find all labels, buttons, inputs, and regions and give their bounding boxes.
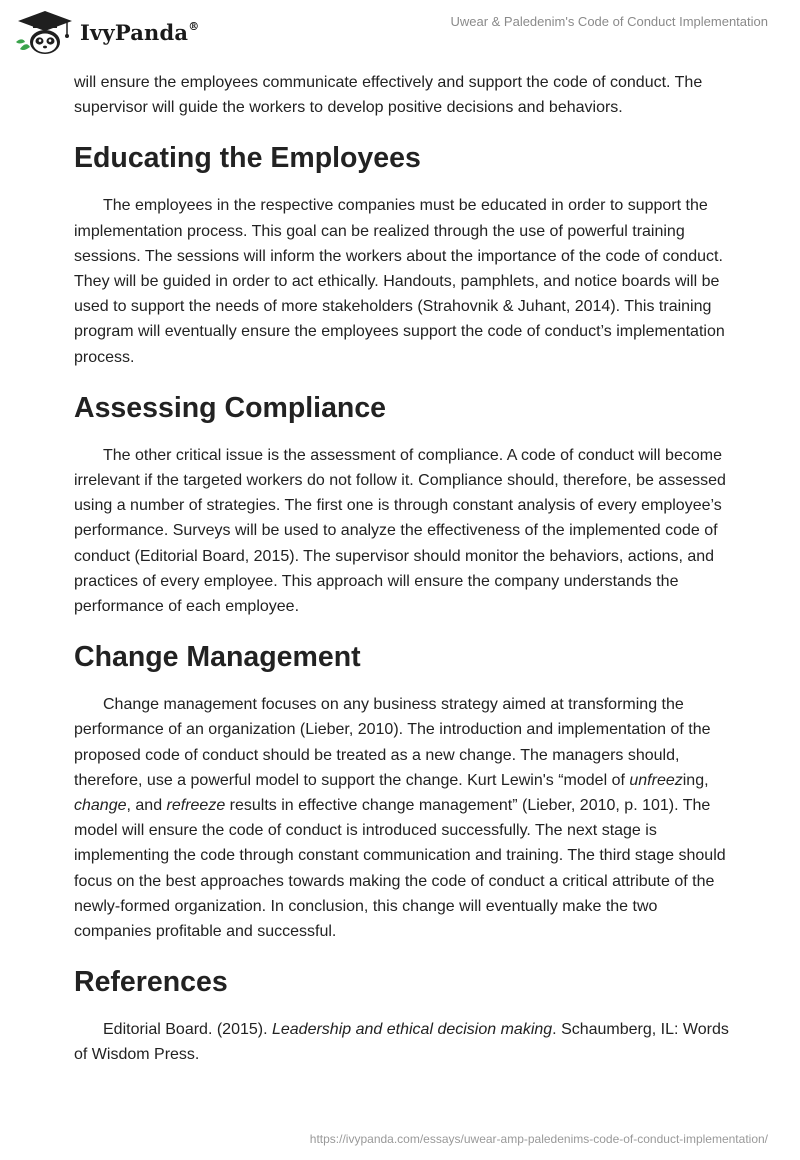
- document-title: Uwear & Paledenim's Code of Conduct Implementation: [450, 14, 768, 29]
- reference-entry: Editorial Board. (2015). Leadership and ethical decision making. Schaumberg, IL: Words of Wisdom Press.: [74, 1021, 729, 1064]
- essay-content: [74, 70, 734, 1068]
- panda-graduate-icon: [14, 9, 76, 55]
- brand-name[interactable]: IvyPanda®: [80, 20, 200, 45]
- heading-educating: Educating the Employees: [74, 142, 421, 175]
- paragraph-educating: The employees in the respective companies must be educated in order to support the implementation process. This goal can be realized through the use of powerful training sessions. The sessions will inform the workers about the importance of the code of conduct. They will be guided in order to act ethically. Handouts, pamphlets, and notice boards will be used to support the needs of more stakeholders (Strahovnik & Juhant, 2014). This training program will eventually ensure the employees support the code of conduct’s implementation process.: [74, 197, 725, 366]
- heading-change-management: Change Management: [74, 641, 361, 674]
- paragraph-change-management: Change management focuses on any business strategy aimed at transforming the performance of an organization (Lieber, 2010). The introduction and implementation of the proposed code of conduct should be treated as a new change. The managers should, therefore, use a powerful model to support the change. Kurt Lewin's “model of unfreezing, change, and refreeze results in effective change management” (Lieber, 2010, p. 101). The model will ensure the code of conduct is introduced successfully. The next stage is implementing the code through constant communication and training. The third stage should focus on the best approaches towards making the code of conduct a critical attribute of the newly-formed organization. In conclusion, this change will eventually make the two companies profitable and successful.: [74, 696, 726, 941]
- page-header: [0, 0, 800, 64]
- heading-references: References: [74, 966, 228, 999]
- intro-paragraph: will ensure the employees communicate effectively and support the code of conduct. The supervisor will guide the workers to develop positive decisions and behaviors.: [74, 74, 703, 117]
- source-url[interactable]: https://ivypanda.com/essays/uwear-amp-paledenims-code-of-conduct-implementation/: [309, 1132, 768, 1146]
- paragraph-assessing: The other critical issue is the assessment of compliance. A code of conduct will become irrelevant if the targeted workers do not follow it. Compliance should, therefore, be assessed using a number of strategies. The first one is through constant analysis of every employee’s performance. Surveys will be used to analyze the effectiveness of the implemented code of conduct (Editorial Board, 2015). The supervisor should monitor the behaviors, actions, and practices of every employee. This approach will ensure the company understands the performance of each employee.: [74, 446, 726, 616]
- heading-assessing: Assessing Compliance: [74, 391, 387, 424]
